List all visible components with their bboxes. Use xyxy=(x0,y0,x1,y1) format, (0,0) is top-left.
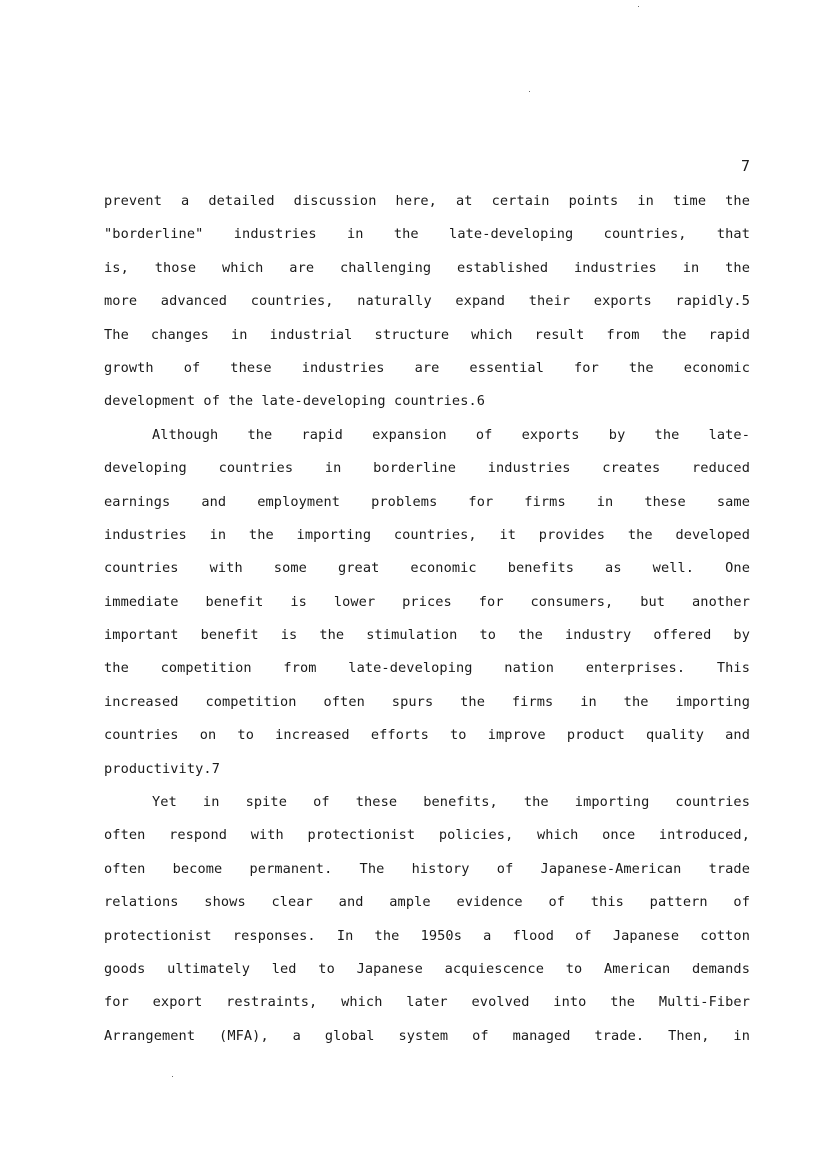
text-line: often respond with protectionist policies, which once introduced, xyxy=(104,827,750,844)
page-number: 7 xyxy=(741,157,751,175)
scan-speck xyxy=(638,6,639,7)
text-line: Yet in spite of these benefits, the importing countries xyxy=(152,794,750,811)
text-line: developing countries in borderline industries creates reduced xyxy=(104,460,750,477)
text-line: more advanced countries, naturally expand their exports rapidly.5 xyxy=(104,293,750,310)
scan-speck xyxy=(172,1076,173,1077)
text-line: often become permanent. The history of Japanese-American trade xyxy=(104,860,750,877)
body-text xyxy=(104,190,750,1058)
text-line: relations shows clear and ample evidence of this pattern of xyxy=(104,894,750,911)
text-line: for export restraints, which later evolved into the Multi-Fiber xyxy=(104,994,750,1011)
text-line: Arrangement (MFA), a global system of managed trade. Then, in xyxy=(104,1027,750,1044)
text-line: productivity.7 xyxy=(104,760,220,777)
text-line: prevent a detailed discussion here, at certain points in time the xyxy=(104,193,750,209)
text-line: the competition from late-developing nation enterprises. This xyxy=(104,660,750,677)
text-line: growth of these industries are essential for the economic xyxy=(104,359,750,376)
text-line: increased competition often spurs the firms in the importing xyxy=(104,693,750,710)
text-line: countries on to increased efforts to improve product quality and xyxy=(104,727,750,744)
text-line: industries in the importing countries, it provides the developed xyxy=(104,526,750,543)
text-line: goods ultimately led to Japanese acquiescence to American demands xyxy=(104,960,750,977)
text-line: is, those which are challenging established industries in the xyxy=(104,259,750,276)
text-line: Although the rapid expansion of exports by the late- xyxy=(152,426,750,443)
text-line: immediate benefit is lower prices for consumers, but another xyxy=(104,593,750,610)
text-line: protectionist responses. In the 1950s a flood of Japanese cotton xyxy=(104,927,750,944)
text-line: countries with some great economic benefits as well. One xyxy=(104,560,750,577)
scan-speck xyxy=(529,91,530,92)
text-line: The changes in industrial structure which result from the rapid xyxy=(104,326,750,343)
text-line: earnings and employment problems for firms in these same xyxy=(104,493,750,510)
text-line: "borderline" industries in the late-developing countries, that xyxy=(104,226,750,243)
text-line: development of the late-developing countries.6 xyxy=(104,393,486,410)
text-line: important benefit is the stimulation to the industry offered by xyxy=(104,627,750,644)
